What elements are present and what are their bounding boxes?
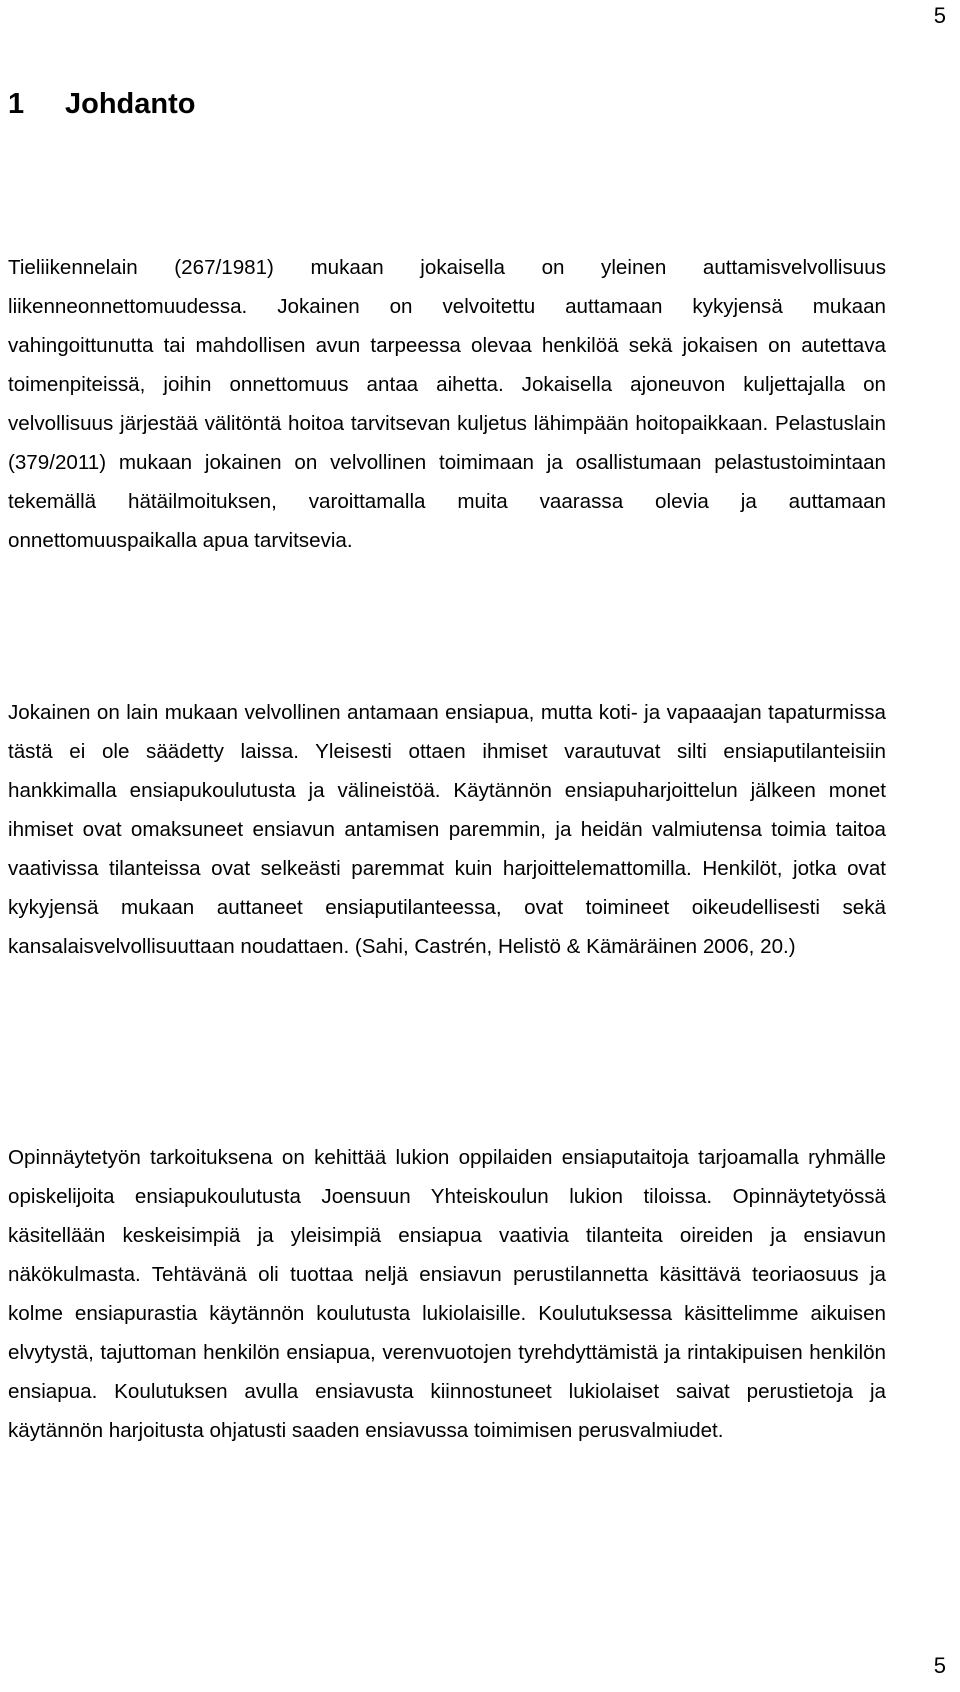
page-number-bottom: 5 bbox=[933, 1653, 946, 1678]
paragraph-1: Tieliikennelain (267/1981) mukaan jokaisella on yleinen auttamisvelvollisuus liikenneonnettomuudessa. Jokainen on velvoitettu auttamaan kykyjensä mukaan vahingoittunutta tai mahdollisen avun tarpeessa olevaa henkilöä sekä jokaisen on autettava toimenpiteissä, joihin onnettomuus antaa aihetta. Jokaisella ajoneuvon kuljettajalla on velvollisuus järjestää välitöntä hoitoa tarvitsevan kuljetus lähimpään hoitopaikkaan. Pelastuslain (379/2011) mukaan jokainen on velvollinen toimimaan ja osallistumaan pelastustoimintaan tekemällä hätäilmoituksen, varoittamalla muita vaarassa olevia ja auttamaan onnettomuuspaikalla apua tarvitsevia. bbox=[8, 256, 886, 552]
chapter-title: Johdanto bbox=[65, 88, 196, 120]
chapter-heading bbox=[8, 84, 196, 124]
paragraph-2: Jokainen on lain mukaan velvollinen antamaan ensiapua, mutta koti- ja vapaaajan tapaturmissa tästä ei ole säädetty laissa. Yleisesti ottaen ihmiset varautuvat silti ensiaputilanteisiin hankkimalla ensiapukoulutusta ja välineistöä. Käytännön ensiapuharjoittelun jälkeen monet ihmiset ovat omaksuneet ensiavun antamisen paremmin, ja heidän valmiutensa toimia taitoa vaativissa tilanteissa ovat selkeästi paremmat kuin harjoittelemattomilla. Henkilöt, jotka ovat kykyjensä mukaan auttaneet ensiaputilanteessa, ovat toimineet oikeudellisesti sekä kansalaisvelvollisuuttaan noudattaen. (Sahi, Castrén, Helistö & Kämäräinen 2006, 20.) bbox=[8, 701, 886, 958]
paragraph-3: Opinnäytetyön tarkoituksena on kehittää lukion oppilaiden ensiaputaitoja tarjoamalla ryhmälle opiskelijoita ensiapukoulutusta Joensuun Yhteiskoulun lukion tiloissa. Opinnäytetyössä käsitellään keskeisimpiä ja yleisimpiä ensiapua vaativia tilanteita oireiden ja ensiavun näkökulmasta. Tehtävänä oli tuottaa neljä ensiavun perustilannetta käsittävä teoriaosuus ja kolme ensiapurastia käytännön koulutusta lukiolaisille. Koulutuksessa käsittelimme aikuisen elvytystä, tajuttoman henkilön ensiapua, verenvuotojen tyrehdyttämistä ja rintakipuisen henkilön ensiapua. Koulutuksen avulla ensiavusta kiinnostuneet lukiolaiset saivat perustietoja ja käytännön harjoitusta ohjatusti saaden ensiavussa toimimisen perusvalmiudet. bbox=[8, 1146, 886, 1442]
chapter-number: 1 bbox=[8, 88, 25, 120]
page-number-top: 5 bbox=[933, 3, 946, 28]
